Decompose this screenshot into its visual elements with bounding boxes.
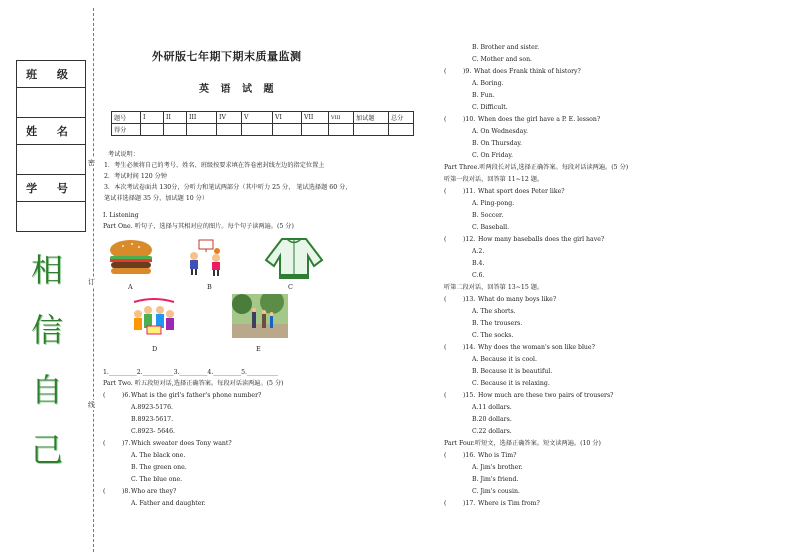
question-number: )16.	[463, 452, 476, 459]
motto-char-2: 信	[31, 311, 64, 349]
listening-section-title: I. Listening	[103, 212, 139, 219]
student-info-table	[16, 60, 86, 232]
score-head-cell: I	[141, 112, 164, 124]
score-cell[interactable]	[242, 124, 273, 136]
question-text: How much are these two pairs of trousers?	[478, 392, 614, 399]
option[interactable]: A.11 dollars.	[472, 404, 512, 411]
image-letter-d: D	[152, 345, 158, 353]
option[interactable]: A. Because it is cool.	[472, 356, 537, 363]
instruction-item: 2．考试时间 120 分钟	[104, 173, 167, 180]
question-number: )8.	[122, 488, 131, 495]
option[interactable]: C.8923- 5646.	[131, 428, 175, 435]
score-head-cell: III	[187, 112, 217, 124]
score-table	[111, 111, 414, 136]
question-text: Who is Tim?	[478, 452, 517, 459]
option[interactable]: B. On Thursday.	[472, 140, 523, 147]
sweater-image	[264, 236, 324, 280]
score-head-cell: 总分	[389, 112, 414, 124]
birthday-party-image	[130, 296, 178, 338]
answer-bracket[interactable]: (	[444, 188, 447, 195]
part-one-instruction: Part One. 听句子，选择与其相对应的图片。每个句子读两遍。(5 分)	[103, 223, 294, 230]
option[interactable]: B.20 dollars.	[472, 416, 512, 423]
dialogue-two-heading: 听第二段对话，回答第 13~15 题。	[444, 284, 544, 291]
question-text: What is the girl's father's phone number?	[131, 392, 262, 399]
score-head-cell: VI	[273, 112, 302, 124]
option[interactable]: B.8923-5617.	[131, 416, 174, 423]
option[interactable]: C. Jim's cousin.	[472, 488, 520, 495]
part-three-instruction: Part Three.听两段长对话,选择正确答案。每段对话读两遍。(5 分)	[444, 164, 629, 171]
instruction-item: 笔试非选择题 35 分，加试题 10 分）	[104, 195, 209, 202]
option[interactable]: B. The green one.	[131, 464, 187, 471]
score-cell[interactable]	[141, 124, 164, 136]
score-head-cell: V	[242, 112, 273, 124]
answer-bracket[interactable]: (	[444, 296, 447, 303]
option[interactable]: A. Jim's brother.	[472, 464, 523, 471]
option[interactable]: C. Because it is relaxing.	[472, 380, 550, 387]
option[interactable]: C. The blue one.	[131, 476, 183, 483]
option[interactable]: A. Boring.	[472, 80, 504, 87]
answer-bracket[interactable]: (	[103, 440, 106, 447]
question-number: )14.	[463, 344, 476, 351]
image-letter-a: A	[128, 283, 133, 291]
instruction-item: 1．考生必须将自己的考号、姓名、班级按要求填在答卷密封线左边的指定位置上	[104, 162, 325, 169]
motto-char-4: 己	[31, 431, 64, 469]
part-two-instruction: Part Two. 听五段短对话,选择正确答案。每段对话读两遍。(5 分)	[103, 380, 284, 387]
question-text: What sport does Peter like?	[478, 188, 565, 195]
score-header-row	[112, 112, 414, 124]
score-head-cell: II	[164, 112, 187, 124]
question-number: )10.	[463, 116, 476, 123]
name-label: 姓 名	[17, 118, 86, 145]
answer-bracket[interactable]: (	[103, 392, 106, 399]
option[interactable]: B. Fun.	[472, 92, 495, 99]
score-head-cell: VII	[302, 112, 329, 124]
instructions-heading: 考试说明：	[108, 151, 139, 158]
option[interactable]: B. The trousers.	[472, 320, 523, 327]
student-id-field[interactable]	[17, 202, 86, 232]
score-value-row	[112, 124, 414, 136]
image-letter-c: C	[288, 283, 293, 291]
question-number: )13.	[463, 296, 476, 303]
option[interactable]: A. Father and daughter.	[131, 500, 206, 507]
park-walk-image	[232, 294, 288, 338]
score-cell[interactable]	[164, 124, 187, 136]
question-number: )17.	[463, 500, 476, 507]
option[interactable]: B. Soccer.	[472, 212, 504, 219]
question-text: Why does the woman's son like blue?	[478, 344, 595, 351]
question-text: How many baseballs does the girl have?	[478, 236, 605, 243]
score-head-cell: 题号	[112, 112, 141, 124]
option[interactable]: A. The shorts.	[472, 308, 516, 315]
score-row-label: 得分	[112, 124, 141, 136]
option[interactable]: C. Difficult.	[472, 104, 508, 111]
answer-bracket[interactable]: (	[103, 488, 106, 495]
answer-bracket[interactable]: (	[444, 344, 447, 351]
dialogue-one-heading: 听第一段对话，回答第 11~12 题。	[444, 176, 544, 183]
seal-mark-2: 订	[88, 278, 95, 286]
option[interactable]: C. The socks.	[472, 332, 514, 339]
part-one-answer-line[interactable]: 1._________2.__________3._________4._________5.__________	[103, 369, 278, 376]
score-cell[interactable]	[217, 124, 242, 136]
class-label: 班 级	[17, 61, 86, 88]
option[interactable]: A. Ping-pong.	[472, 200, 515, 207]
option[interactable]: A. On Wednesday.	[472, 128, 529, 135]
score-cell[interactable]	[187, 124, 217, 136]
seal-mark-1: 密	[88, 159, 95, 167]
question-number: )7.	[122, 440, 131, 447]
question-text: Who are they?	[131, 488, 177, 495]
answer-bracket[interactable]: (	[444, 392, 447, 399]
question-text: What do many boys like?	[478, 296, 557, 303]
image-letter-e: E	[256, 345, 261, 353]
image-letter-b: B	[207, 283, 212, 291]
question-text: When does the girl have a P. E. lesson?	[478, 116, 601, 123]
question-number: )12.	[463, 236, 476, 243]
score-head-cell: IV	[217, 112, 242, 124]
hamburger-image	[106, 238, 156, 278]
option[interactable]: B. Jim's friend.	[472, 476, 519, 483]
student-id-label: 学 号	[17, 175, 86, 202]
option[interactable]: A. The black one.	[131, 452, 186, 459]
option[interactable]: C. On Friday.	[472, 152, 513, 159]
name-field[interactable]	[17, 145, 86, 175]
option[interactable]: C.22 dollars.	[472, 428, 512, 435]
question-text: What does Frank think of history?	[474, 68, 581, 75]
option[interactable]: B. Because it is beautiful.	[472, 368, 553, 375]
motto-char-1: 相	[31, 251, 64, 289]
exam-subtitle: 英 语 试 题	[199, 84, 278, 95]
score-cell[interactable]	[302, 124, 329, 136]
question-text: Where is Tim from?	[478, 500, 540, 507]
score-head-cell: 加试题	[354, 112, 389, 124]
question-text: Which sweater does Tony want?	[131, 440, 232, 447]
score-head-cell: VIII	[329, 112, 354, 124]
option[interactable]: C. Baseball.	[472, 224, 510, 231]
score-cell[interactable]	[354, 124, 389, 136]
question-number: )15.	[463, 392, 476, 399]
question-number: )11.	[463, 188, 476, 195]
answer-bracket[interactable]: (	[444, 500, 447, 507]
option[interactable]: A.2.	[472, 248, 485, 255]
class-field[interactable]	[17, 88, 86, 118]
answer-bracket[interactable]: (	[444, 68, 447, 75]
part-four-instruction: Part Four.听短文，选择正确答案。短文读两遍。(10 分)	[444, 440, 601, 447]
basketball-kids-image	[183, 238, 231, 278]
answer-bracket[interactable]: (	[444, 236, 447, 243]
exam-title: 外研版七年期下期末质量监测	[152, 50, 302, 63]
score-cell[interactable]	[329, 124, 354, 136]
answer-bracket[interactable]: (	[444, 452, 447, 459]
question-number: )9.	[463, 68, 472, 75]
option[interactable]: B.4.	[472, 260, 485, 267]
question-number: )6.	[122, 392, 131, 399]
instruction-item: 3．本次考试卷面共 130分，分听力和笔试两部分（其中听力 25 分， 笔试选择题 60 分，	[104, 184, 352, 191]
option[interactable]: C. Mother and son.	[472, 56, 533, 63]
answer-bracket[interactable]: (	[444, 116, 447, 123]
score-cell[interactable]	[389, 124, 414, 136]
option[interactable]: B. Brother and sister.	[472, 44, 540, 51]
score-cell[interactable]	[273, 124, 302, 136]
motto-char-3: 自	[31, 371, 64, 409]
option[interactable]: C.6.	[472, 272, 485, 279]
option[interactable]: A.8923-5176.	[131, 404, 173, 411]
seal-mark-3: 线	[88, 401, 95, 409]
